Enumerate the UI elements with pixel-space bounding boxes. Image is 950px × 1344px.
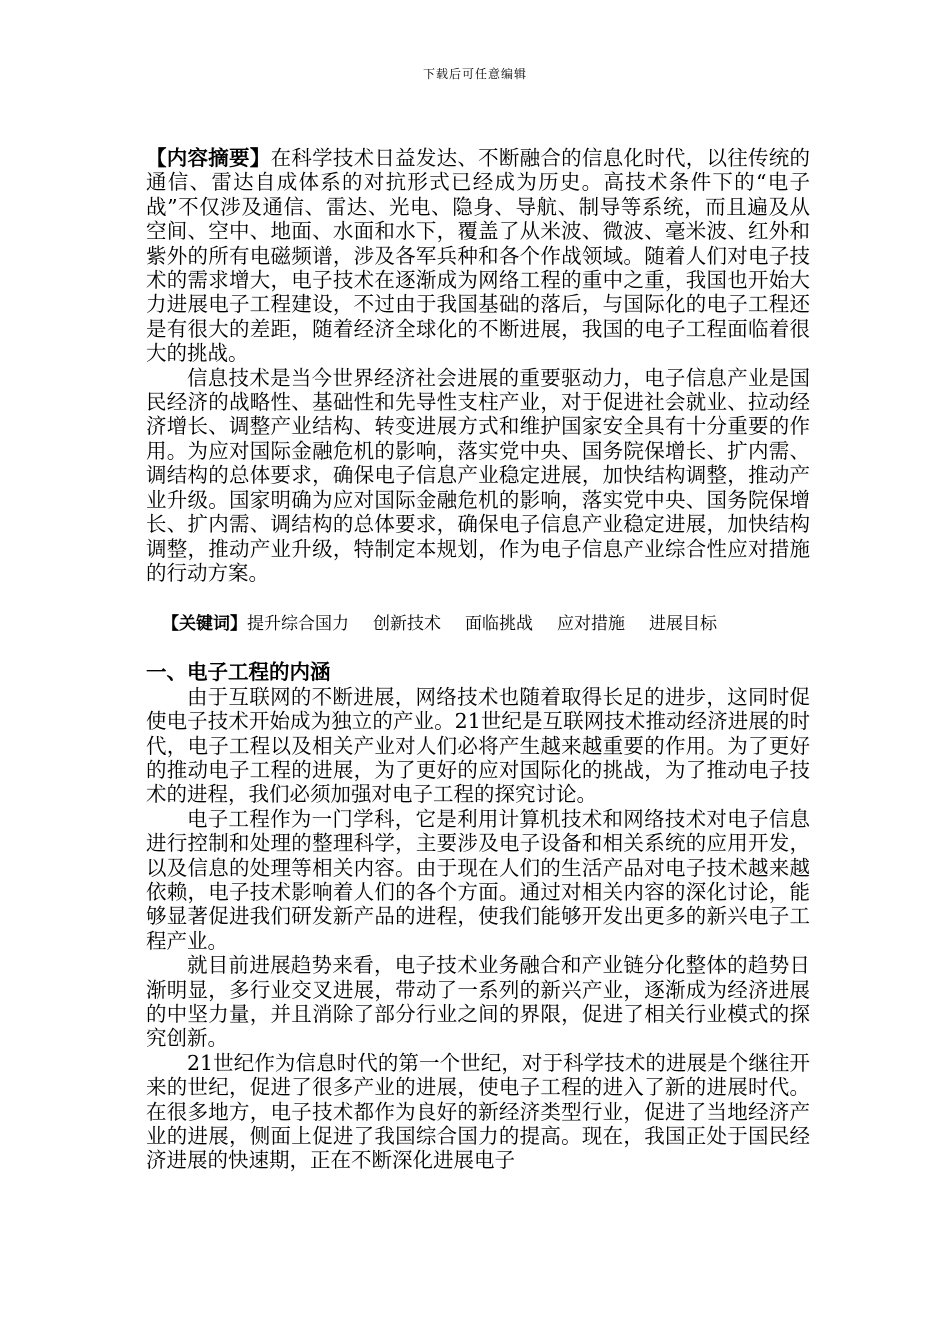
keyword-item: 应对措施 [557, 614, 625, 635]
abstract-paragraph [146, 146, 810, 366]
abstract-label: 【内容摘要】 [146, 146, 271, 170]
section-paragraph: 电子工程作为一门学科，它是利用计算机技术和网络技术对电子信息进行控制和处理的整理科学，主要涉及电子设备和相关系统的应用开发，以及信息的处理等相关内容。由于现在人们的生活产品对电子技术越来越依赖，电子技术影响着人们的各个方面。通过对相关内容的深化讨论，能够显著促进我们研发新产品的进程，使我们能够开发出更多的新兴电子工程产业。 [146, 806, 810, 953]
keyword-item: 提升综合国力 [247, 614, 349, 635]
keyword-item: 创新技术 [373, 614, 441, 635]
keywords-line [146, 612, 810, 636]
keyword-item: 进展目标 [649, 614, 717, 635]
keywords-label: 【关键词】 [162, 614, 247, 635]
page-header-note: 下载后可任意编辑 [422, 67, 527, 81]
abstract-paragraph-2: 信息技术是当今世界经济社会进展的重要驱动力，电子信息产业是国民经济的战略性、基础性和先导性支柱产业，对于促进社会就业、拉动经济增长、调整产业结构、转变进展方式和维护国家安全具有十分重要的作用。为应对国际金融危机的影响，落实党中央、国务院保增长、扩内需、调结构的总体要求，确保电子信息产业稳定进展，加快结构调整，推动产业升级。国家明确为应对国际金融危机的影响，落实党中央、国务院保增长、扩内需、调结构的总体要求，确保电子信息产业稳定进展，加快结构调整，推动产业升级，特制定本规划，作为电子信息产业综合性应对措施的行动方案。 [146, 365, 810, 585]
section-paragraph: 由于互联网的不断进展，网络技术也随着取得长足的进步，这同时促使电子技术开始成为独立的产业。21世纪是互联网技术推动经济进展的时代，电子工程以及相关产业对人们必将产生越来越重要的作用。为了更好的推动电子工程的进展，为了更好的应对国际化的挑战，为了推动电子技术的进程，我们必须加强对电子工程的探究讨论。 [146, 684, 810, 807]
section-paragraph: 就目前进展趋势来看，电子技术业务融合和产业链分化整体的趋势日渐明显，多行业交叉进展，带动了一系列的新兴产业，逐渐成为经济进展的中坚力量，并且消除了部分行业之间的界限，促进了相关行业模式的探究创新。 [146, 953, 810, 1051]
section-paragraph: 21世纪作为信息时代的第一个世纪，对于科学技术的进展是个继往开来的世纪，促进了很多产业的进展，使电子工程的进入了新的进展时代。在很多地方，电子技术都作为良好的新经济类型行业，促进了当地经济产业的进展，侧面上促进了我国综合国力的提高。现在，我国正处于国民经济进展的快速期，正在不断深化进展电子 [146, 1050, 810, 1173]
section-heading: 一、电子工程的内涵 [146, 660, 331, 685]
abstract-text: 在科学技术日益发达、不断融合的信息化时代，以往传统的通信、雷达自成体系的对抗形式已经成为历史。高技术条件下的“电子战”不仅涉及通信、雷达、光电、隐身、导航、制导等系统，而且遍及从空间、空中、地面、水面和水下，覆盖了从米波、微波、毫米波、红外和紫外的所有电磁频谱，涉及各军兵种和各个作战领域。随着人们对电子技术的需求增大，电子技术在逐渐成为网络工程的重中之重，我国也开始大力进展电子工程建设，不过由于我国基础的落后，与国际化的电子工程还是有很大的差距，随着经济全球化的不断进展，我国的电子工程面临着很大的挑战。 [146, 146, 811, 366]
document-body [146, 146, 810, 1173]
keyword-item: 面临挑战 [465, 614, 533, 635]
